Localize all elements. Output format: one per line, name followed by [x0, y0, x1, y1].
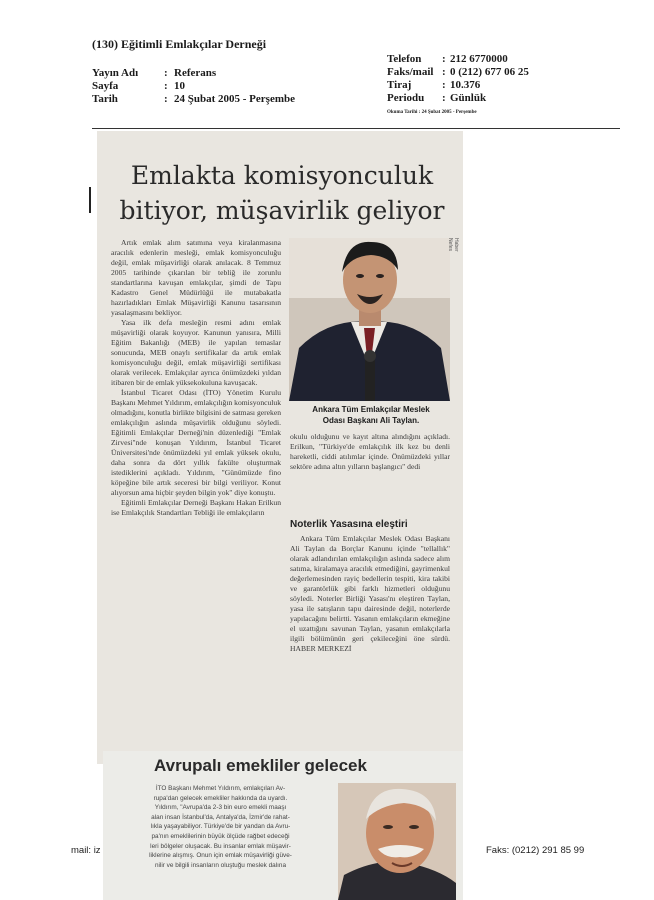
body-line: leri bölgeler oluşacak. Bu insanlar emlak müşavir- — [150, 842, 291, 850]
meta-row-period — [387, 92, 529, 105]
meta-key: Tiraj — [387, 79, 412, 91]
meta-row-fax — [387, 66, 529, 79]
headline-line: bitiyor, müşavirlik geliyor — [119, 196, 445, 225]
body-line: rupa'dan gelecek emekliler hakkında da uyardı. — [153, 794, 288, 802]
photo-caption — [292, 404, 450, 426]
meta-row-publication — [92, 67, 295, 80]
meta-value: 0 (212) 677 06 25 — [450, 66, 529, 78]
meta-colon: : — [442, 66, 446, 78]
portrait-illustration — [289, 238, 450, 401]
footer-mail: mail: iz — [71, 845, 101, 856]
portrait-photo-2 — [338, 783, 456, 900]
article-2-headline: Avrupalı emekliler gelecek — [154, 756, 367, 775]
org-title: (130) Eğitimli Emlakçılar Derneği — [92, 37, 267, 51]
meta-colon: : — [442, 79, 446, 91]
meta-value: 10.376 — [450, 79, 481, 91]
meta-row-phone — [387, 53, 529, 66]
meta-key: Faks/mail — [387, 66, 434, 78]
meta-value: 24 Şubat 2005 - Perşembe — [174, 93, 295, 105]
article-column-3 — [290, 534, 450, 744]
meta-colon: : — [164, 67, 168, 79]
meta-row-date — [92, 93, 295, 106]
meta-value: Günlük — [450, 92, 487, 104]
paragraph: Eğitimli Emlakçılar Derneği Başkanı Hakan Erilkun ise Emlakçılık Standartları Tebliği ile emlakçıların — [111, 498, 281, 517]
body-line: pa'nın emeklilerinin büyük ölçüde rağbet edeceği — [151, 832, 290, 840]
meta-key: Sayfa — [92, 80, 119, 92]
body-line: alan insan İstanbul'da, Antalya'da, İzmir'de rahat- — [151, 813, 290, 821]
paragraph: Ankara Tüm Emlakçılar Meslek Odası Başkanı Ali Taylan da Borçlar Kanunu içinde "tellallık" olarak adlandırılan emlakçılığın aslında sadece alım satıma, kiralamaya aracılık etmediğini, gayrimenkul değerlemesinden rayiç bedellerin tespiti, kira takibi ve garantörlük gibi farklı hizmetleri olduğunu söyledi. Noterler Birliği Yasası'nı eleştiren Taylan, yasa ile satışların tapu dairesinde değil, noterlerde yapılacağını belirtti. Yasanın emlakçıların ekmeğine el uzattığını savunan Taylan, yasanın emlakçılarla ilgili bölümünün geri çekileceğini öne sürdü. HABER MERKEZİ — [290, 534, 450, 653]
article-headline — [112, 158, 452, 228]
meta-row-page — [92, 80, 295, 93]
paragraph: İstanbul Ticaret Odası (İTO) Yönetim Kurulu Başkanı Mehmet Yıldırım, emlakçılığın komisyonculuk olmadığını, konutla birlikte bilgisini de satması gereken emlakçılığın aslında müşavirlik olduğunu söyledi. Eğitimli Emlakçılar Derneği'nin düzenlediği "Emlak Zirvesi"nde konuşan Yıldırım, İstanbul Ticaret Üniversitesi'nde önümüzdeki yıl emlak yüksek okulu, daha sonra da dört yıllık fakülte oluşturmak istediklerini açıkladı. Yıldırım, "Günümüzde fino köpeğine bile artık seceresi bir bilgi veriliyor. Konut alıyorsun ama hiçbir şeyden bilgin yok" diye konuştu. — [111, 388, 281, 497]
portrait-illustration-2 — [338, 783, 456, 900]
paragraph: Yasa ilk defa mesleğin resmi adını emlak müşavirliği olarak koyuyor. Kanunun yanısıra, Milli Eğitim Bakanlığı (MEB) ile yapılan temaslar sonucunda, MEB onaylı sertifikalar da artık emlak komisyonculuğu değil, emlak müşavirliği sertifikası olarak verilecek. Emlakçılar ayrıca önümüzdeki yıldan itibaren bir de emlak yüksekokuluna kavuşacak. — [111, 318, 281, 387]
body-line: lıkla yaşayabiliyor. Türkiye'de bir yandan da Avru- — [150, 823, 291, 831]
meta-colon: : — [442, 53, 446, 65]
caption-line: Odası Başkanı Ali Taylan. — [322, 416, 420, 425]
footer-fax: Faks: (0212) 291 85 99 — [486, 845, 585, 856]
meta-colon: : — [164, 80, 168, 92]
reading-date: Okuma Tarihi : 24 Şubat 2005 - Perşembe — [387, 110, 477, 115]
header-divider — [92, 128, 620, 129]
left-meta — [92, 67, 295, 106]
meta-key: Periodu — [387, 92, 425, 104]
meta-value: 10 — [174, 80, 185, 92]
margin-mark — [89, 187, 91, 213]
meta-colon: : — [442, 92, 446, 104]
meta-key: Yayın Adı — [92, 67, 139, 79]
article-subheading: Noterlik Yasasına eleştiri — [290, 519, 408, 530]
photo-credit: Haber Nefes — [447, 238, 459, 252]
body-line: liklerine alışmış. Onun için emlak müşavirliği güve- — [149, 852, 292, 860]
article-column-2 — [290, 432, 450, 516]
meta-colon: : — [164, 93, 168, 105]
article-column-1 — [111, 238, 281, 748]
right-meta — [387, 53, 529, 105]
body-line: Yıldırım, "Avrupa'da 2-3 bin euro emekli maaşı — [154, 804, 287, 812]
paragraph: Artık emlak alım satımına veya kiralanmasına aracılık edenlerin mesleği, emlak komisyonculuğu değil, emlak müşavirliği olarak anılacak. 8 Temmuz 2005 tarihinde çıkarılan bir tebliğ ile zorunlu standartlarına kavuşan emlakçılar, şimdi de Tapu Kadastro Genel Müdürlüğü ile mutabakatla hazırladıkları Emlak Müşavirliği Kanunu tasarısının yasalaşmasını bekliyor. — [111, 238, 281, 317]
meta-key: Tarih — [92, 93, 118, 105]
paragraph: okulu olduğunu ve kayıt altına alındığını açıkladı. Erilkun, "Türkiye'de emlakçılık ilk kez bu denli hareketli, ciddi atılımlar içinde. Önümüzdeki yıllar sektöre adına altın yılların başlangıcı" dedi — [290, 432, 450, 471]
meta-key: Telefon — [387, 53, 422, 65]
article-2-body — [112, 784, 329, 900]
meta-row-circulation — [387, 79, 529, 92]
meta-value: 212 6770000 — [450, 53, 508, 65]
portrait-photo — [289, 238, 450, 401]
body-line: nilir ve bilgili insanların oluştuğu meslek dalına — [154, 861, 287, 869]
meta-value: Referans — [174, 67, 217, 79]
headline-line: Emlakta komisyonculuk — [130, 161, 434, 190]
body-line: İTO Başkanı Mehmet Yıldırım, emlakçıları Av- — [155, 785, 286, 792]
caption-line: Ankara Tüm Emlakçılar Meslek — [312, 405, 430, 414]
